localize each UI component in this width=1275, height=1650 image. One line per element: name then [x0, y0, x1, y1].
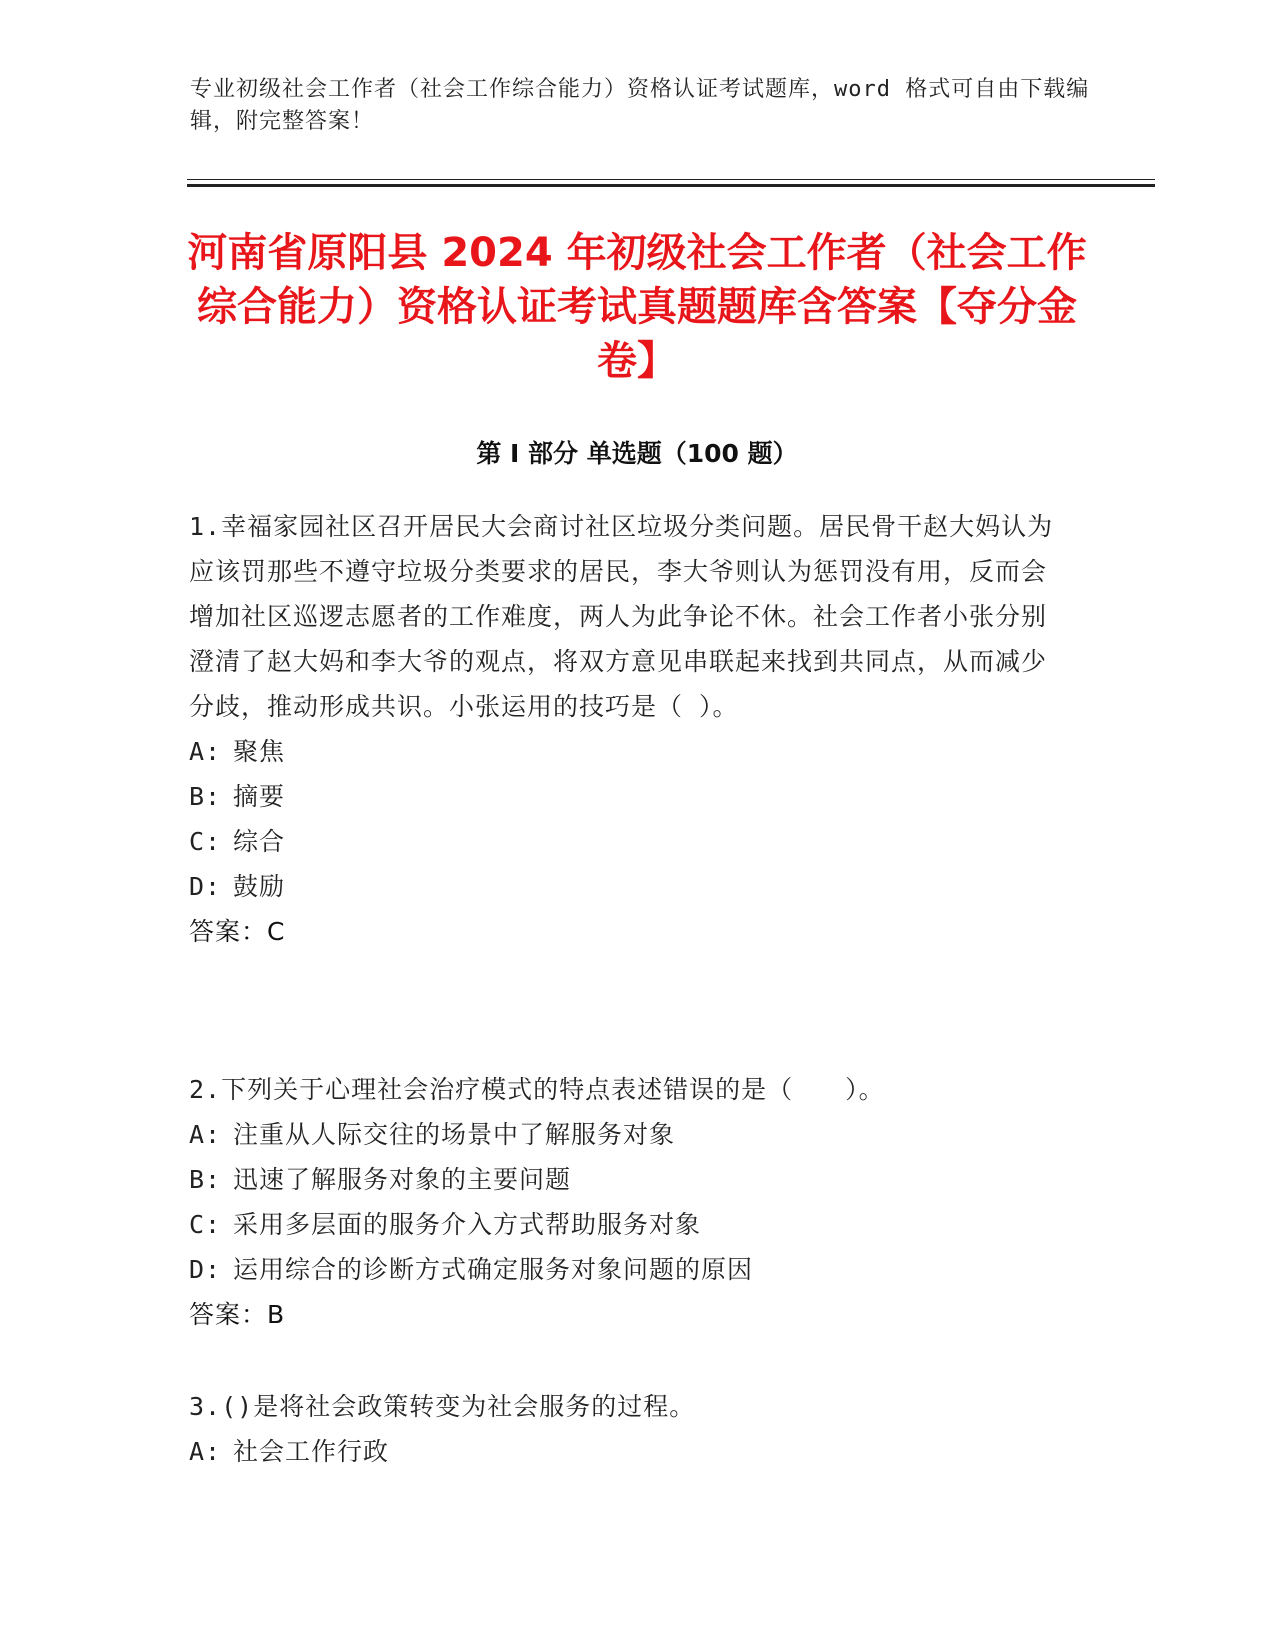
option-text: 迅速了解服务对象的主要问题 [233, 1165, 572, 1194]
option-a [189, 1429, 1069, 1474]
option-label: A: [189, 1120, 222, 1149]
option-c [189, 819, 1069, 864]
option-text: 综合 [233, 827, 286, 856]
question-stem: 1.幸福家园社区召开居民大会商讨社区垃圾分类问题。居民骨干赵大妈认为应该罚那些不遵守垃圾分类要求的居民，李大爷则认为惩罚没有用，反而会增加社区巡逻志愿者的工作难度，两人为此争论不休。社会工作者小张分别澄清了赵大妈和李大爷的观点，将双方意见串联起来找到共同点，从而减少分歧，推动形成共识。小张运用的技巧是（ ）。 [189, 512, 1054, 721]
option-d [189, 864, 1069, 909]
document-title: 河南省原阳县 2024 年初级社会工作者（社会工作综合能力）资格认证考试真题题库含答案【夺分金卷】 [187, 230, 1087, 384]
option-text: 摘要 [233, 782, 286, 811]
header-note: 专业初级社会工作者（社会工作综合能力）资格认证考试题库，word 格式可自由下载编辑，附完整答案！ [190, 77, 1090, 134]
option-text: 聚焦 [233, 737, 286, 766]
option-label: C: [189, 827, 222, 856]
option-a [189, 729, 1069, 774]
option-text: 鼓励 [233, 872, 286, 901]
option-label: B: [189, 782, 222, 811]
question-stem: 2.下列关于心理社会治疗模式的特点表述错误的是（ ）。 [189, 1075, 885, 1104]
option-text: 采用多层面的服务介入方式帮助服务对象 [233, 1210, 702, 1239]
option-b [189, 774, 1069, 819]
question-3 [189, 1384, 1069, 1474]
header-divider-thick [187, 184, 1155, 187]
question-2 [189, 1067, 1069, 1337]
option-label: A: [189, 1437, 222, 1466]
option-label: D: [189, 1255, 222, 1284]
answer-line: 答案：B [189, 1300, 286, 1329]
header-divider-thin [187, 179, 1155, 180]
option-text: 注重从人际交往的场景中了解服务对象 [233, 1120, 676, 1149]
option-label: A: [189, 737, 222, 766]
answer-line: 答案：C [189, 917, 286, 946]
option-c [189, 1202, 1069, 1247]
option-label: C: [189, 1210, 222, 1239]
question-1 [189, 504, 1069, 954]
option-d [189, 1247, 1069, 1292]
option-text: 运用综合的诊断方式确定服务对象问题的原因 [233, 1255, 754, 1284]
section-title: 第 I 部分 单选题（100 题） [476, 439, 798, 468]
option-label: B: [189, 1165, 222, 1194]
option-label: D: [189, 872, 222, 901]
option-text: 社会工作行政 [233, 1437, 390, 1466]
option-a [189, 1112, 1069, 1157]
option-b [189, 1157, 1069, 1202]
question-stem: 3.()是将社会政策转变为社会服务的过程。 [189, 1392, 696, 1421]
